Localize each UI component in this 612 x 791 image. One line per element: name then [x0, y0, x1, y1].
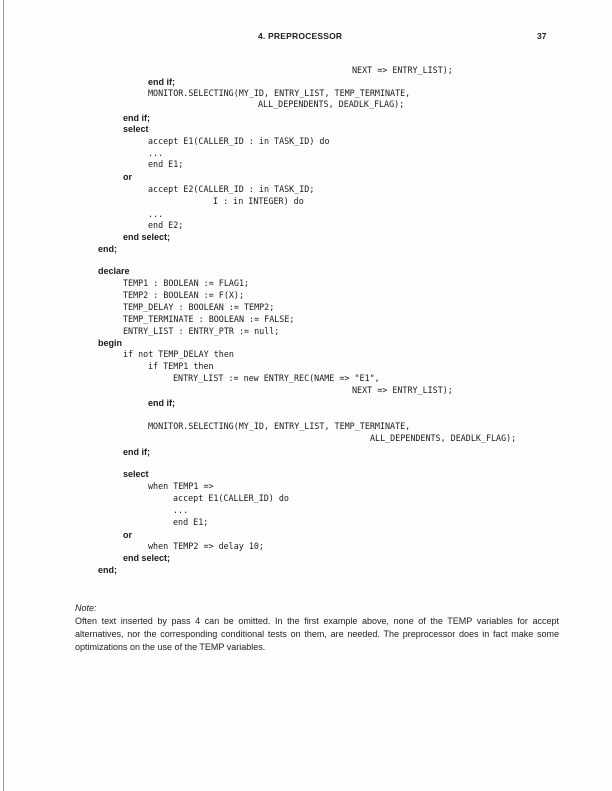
- code-line: ENTRY_LIST : ENTRY_PTR := null;: [123, 326, 280, 336]
- code-line: end if;: [123, 447, 150, 457]
- code-line: I : in INTEGER) do: [213, 196, 304, 206]
- code-line: ...: [173, 505, 189, 515]
- code-line: TEMP_TERMINATE : BOOLEAN := FALSE;: [123, 314, 295, 324]
- code-line: declare: [98, 266, 130, 276]
- code-line: end if;: [148, 77, 175, 87]
- code-line: ALL_DEPENDENTS, DEADLK_FLAG);: [370, 433, 517, 443]
- code-line: TEMP2 : BOOLEAN := F(X);: [123, 290, 245, 300]
- code-line: ENTRY_LIST := new ENTRY_REC(NAME => "E1",: [173, 373, 380, 383]
- code-line: end if;: [123, 113, 150, 123]
- code-line: end select;: [123, 232, 171, 242]
- code-line: accept E1(CALLER_ID : in TASK_ID) do: [148, 136, 330, 146]
- code-line: begin: [98, 338, 122, 348]
- code-line: ...: [148, 148, 164, 158]
- code-line: ...: [148, 209, 164, 219]
- code-line: or: [123, 530, 132, 540]
- code-line: end;: [98, 565, 117, 575]
- code-line: TEMP_DELAY : BOOLEAN := TEMP2;: [123, 302, 275, 312]
- note-text: Often text inserted by pass 4 can be omitted. In the first example above, none of the TEMP variables for accept alternatives, nor the corresponding conditional tests on them, are needed. The preprocessor does in fact make some optimizations on the use of the TEMP variables.: [75, 616, 559, 653]
- code-line: MONITOR.SELECTING(MY_ID, ENTRY_LIST, TEMP_TERMINATE,: [148, 88, 411, 98]
- code-line: if TEMP1 then: [148, 361, 214, 371]
- code-line: end E1;: [148, 159, 184, 169]
- code-line: when TEMP1 =>: [148, 481, 214, 491]
- code-line: end;: [98, 244, 117, 254]
- code-line: select: [123, 469, 149, 479]
- code-line: end E2;: [148, 220, 184, 230]
- section-title: 4. PREPROCESSOR: [258, 31, 343, 41]
- code-line: NEXT => ENTRY_LIST);: [352, 65, 453, 75]
- code-line: MONITOR.SELECTING(MY_ID, ENTRY_LIST, TEMP_TERMINATE,: [148, 421, 411, 431]
- code-line: end if;: [148, 398, 175, 408]
- note-label: Note:: [75, 603, 97, 613]
- code-line: ALL_DEPENDENTS, DEADLK_FLAG);: [258, 99, 405, 109]
- code-line: or: [123, 172, 132, 182]
- code-line: accept E1(CALLER_ID) do: [173, 493, 289, 503]
- code-line: end E1;: [173, 517, 209, 527]
- code-line: accept E2(CALLER_ID : in TASK_ID;: [148, 184, 315, 194]
- code-line: if not TEMP_DELAY then: [123, 349, 234, 359]
- code-line: select: [123, 124, 149, 134]
- code-line: NEXT => ENTRY_LIST);: [352, 385, 453, 395]
- code-line: when TEMP2 => delay 10;: [148, 541, 264, 551]
- code-line: TEMP1 : BOOLEAN := FLAG1;: [123, 278, 250, 288]
- code-line: end select;: [123, 553, 171, 563]
- page-number: 37: [537, 31, 547, 41]
